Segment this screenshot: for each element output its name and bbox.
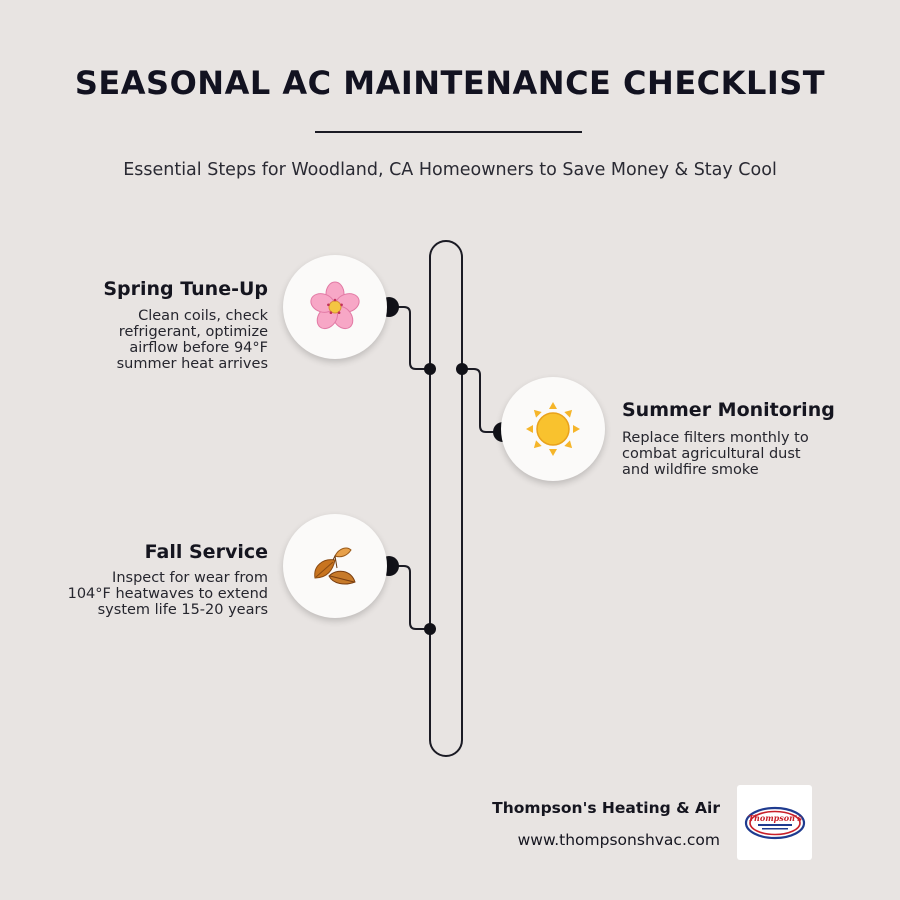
fall-icon-circle — [283, 514, 387, 618]
autumn-leaves-icon — [307, 538, 363, 594]
summer-connector — [462, 369, 503, 432]
fall-junction-dot — [424, 623, 436, 635]
description-line: airflow before 94°F — [129, 340, 268, 356]
description-line: Clean coils, check — [138, 308, 268, 324]
description-line: refrigerant, optimize — [118, 324, 268, 340]
summer-junction-dot — [456, 363, 468, 375]
fall-step-title: Fall Service — [144, 541, 268, 563]
fall-connector — [389, 566, 430, 629]
description-line: and wildfire smoke — [622, 462, 759, 478]
company-logo — [737, 785, 812, 860]
timeline-track — [430, 241, 462, 756]
description-line: 104°F heatwaves to extend — [67, 586, 268, 602]
spring-step-description — [117, 308, 268, 372]
fall-step-description — [68, 570, 268, 618]
description-line: combat agricultural dust — [622, 446, 801, 462]
company-name: Thompson's Heating & Air — [492, 799, 720, 817]
description-line: Inspect for wear from — [112, 570, 268, 586]
svg-text:Thompson's: Thompson's — [747, 812, 802, 823]
summer-icon-circle — [501, 377, 605, 481]
summer-step-description — [622, 430, 809, 478]
description-line: summer heat arrives — [116, 356, 268, 372]
sun-icon — [524, 400, 582, 458]
description-line: Replace filters monthly to — [622, 430, 809, 446]
company-logo-mark — [744, 806, 806, 840]
spring-junction-dot — [424, 363, 436, 375]
spring-connector — [389, 307, 430, 369]
company-url[interactable]: www.thompsonshvac.com — [517, 831, 720, 849]
page-title: SEASONAL AC MAINTENANCE CHECKLIST — [74, 64, 826, 102]
page-subtitle: Essential Steps for Woodland, CA Homeowners to Save Money & Stay Cool — [123, 160, 777, 180]
description-line: system life 15-20 years — [97, 602, 268, 618]
spring-icon-circle — [283, 255, 387, 359]
cherry-blossom-icon — [307, 279, 363, 335]
summer-step-title: Summer Monitoring — [622, 399, 835, 421]
spring-step-title: Spring Tune-Up — [103, 278, 268, 300]
